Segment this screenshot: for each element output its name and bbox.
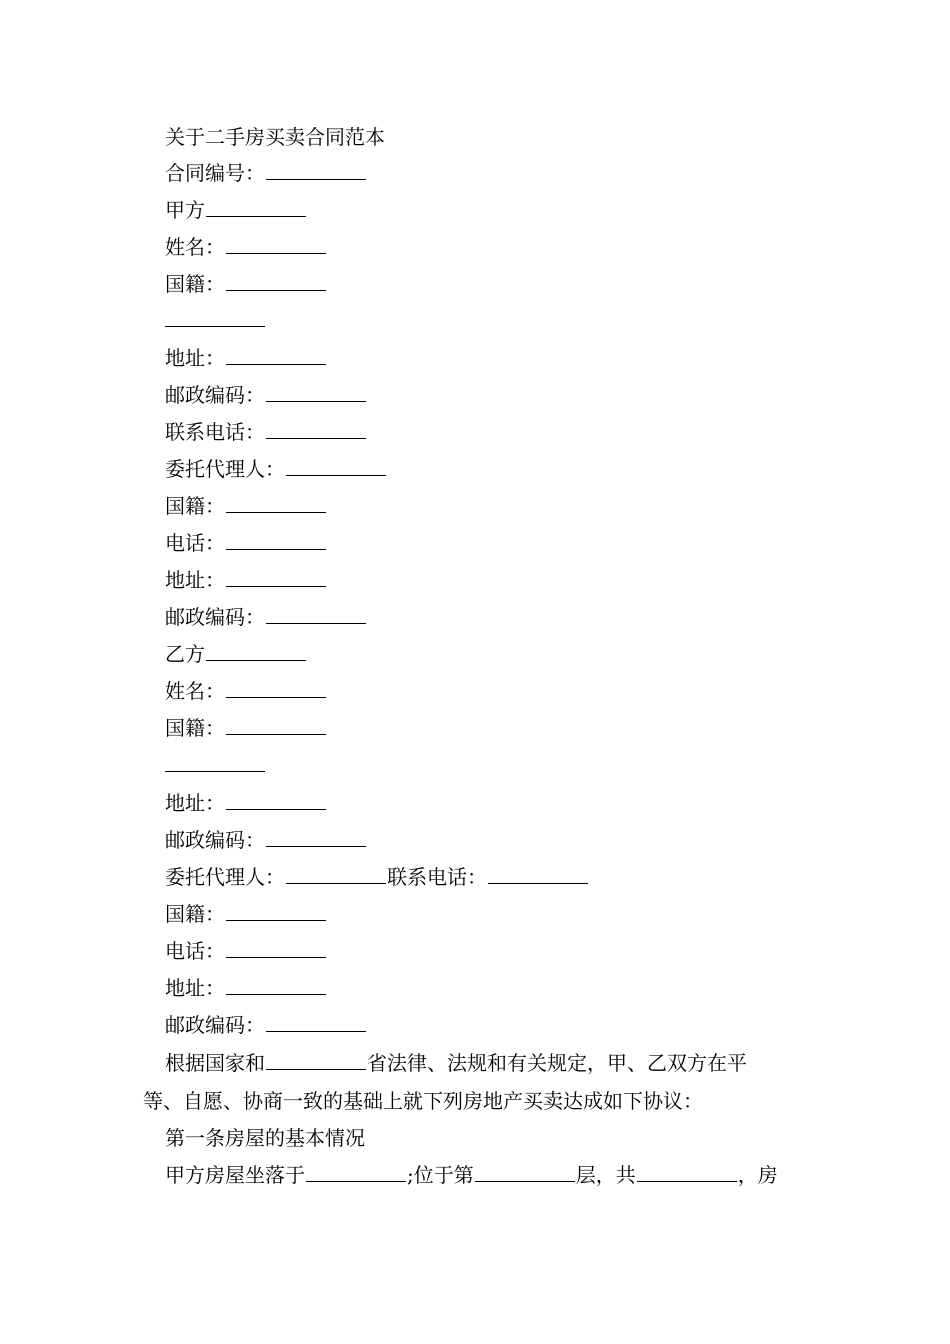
party-a-name-label: 姓名： — [165, 235, 225, 259]
party-b-heading — [165, 641, 307, 667]
party-a-agent-nationality-row — [165, 493, 327, 519]
party-a-agent-postcode-label: 邮政编码： — [165, 605, 265, 629]
party-a-agent-blank — [286, 457, 386, 476]
article-1-part3: 层，共 — [575, 1163, 636, 1187]
preamble-part1: 根据国家和 — [165, 1051, 265, 1075]
party-a-nationality-row — [165, 271, 327, 297]
party-a-agent-nationality-blank — [226, 494, 326, 513]
party-b-blank — [206, 642, 306, 661]
article-1-line-1 — [165, 1162, 778, 1188]
party-b-agent-nationality-blank — [226, 902, 326, 921]
party-b-agent-label: 委托代理人： — [165, 865, 285, 889]
contract-number-row — [165, 160, 367, 186]
party-a-address-row — [165, 345, 327, 371]
party-a-agent-label: 委托代理人： — [165, 457, 285, 481]
doc-title — [165, 124, 385, 150]
party-b-postcode-blank — [266, 828, 366, 847]
party-b-phone-blank — [488, 865, 588, 884]
party-b-postcode-label: 邮政编码： — [165, 828, 265, 852]
doc-title-text: 关于二手房买卖合同范本 — [165, 125, 385, 149]
party-a-agent-address-label: 地址： — [165, 568, 225, 592]
party-b-agent-phone-label: 电话： — [165, 939, 225, 963]
contract-number-label: 合同编号： — [165, 161, 265, 185]
party-a-blank — [206, 198, 306, 217]
party-b-agent-nationality-row — [165, 901, 327, 927]
party-a-heading — [165, 197, 307, 223]
party-a-address-label: 地址： — [165, 346, 225, 370]
party-a-agent-row — [165, 456, 387, 482]
party-a-postcode-row — [165, 382, 367, 408]
party-b-agent-postcode-blank — [266, 1013, 366, 1032]
party-b-phone-label: 联系电话： — [387, 865, 487, 889]
party-a-nationality-label: 国籍： — [165, 272, 225, 296]
party-b-agent-postcode-row — [165, 1012, 367, 1038]
party-b-agent-address-blank — [226, 976, 326, 995]
party-b-name-label: 姓名： — [165, 679, 225, 703]
article-1-floor-blank — [475, 1163, 575, 1182]
preamble-line2-text: 等、自愿、协商一致的基础上就下列房地产买卖达成如下协议： — [143, 1089, 703, 1113]
party-b-agent-phone-row — [165, 938, 327, 964]
party-b-extra-blank — [165, 753, 265, 772]
preamble-province-blank — [266, 1051, 366, 1070]
party-a-agent-postcode-row — [165, 604, 367, 630]
party-b-agent-blank — [286, 865, 386, 884]
party-b-heading-label: 乙方 — [165, 642, 205, 666]
party-a-agent-address-blank — [226, 568, 326, 587]
party-b-extra-blank-row — [165, 752, 266, 778]
party-a-phone-blank — [266, 420, 366, 439]
party-a-name-blank — [226, 235, 326, 254]
party-b-agent-address-label: 地址： — [165, 976, 225, 1000]
contract-number-blank — [266, 161, 366, 180]
party-a-heading-label: 甲方 — [165, 198, 205, 222]
party-b-agent-phone-blank — [226, 939, 326, 958]
article-1-part2: ;位于第 — [407, 1163, 474, 1187]
party-a-agent-phone-blank — [226, 531, 326, 550]
party-a-phone-row — [165, 419, 367, 445]
preamble-part2: 省法律、法规和有关规定，甲、乙双方在平 — [367, 1051, 747, 1075]
article-1-total-floors-blank — [637, 1163, 737, 1182]
party-a-name-row — [165, 234, 327, 260]
party-b-address-row — [165, 790, 327, 816]
party-a-extra-blank — [165, 308, 265, 327]
party-b-nationality-label: 国籍： — [165, 716, 225, 740]
party-a-phone-label: 联系电话： — [165, 420, 265, 444]
party-b-name-blank — [226, 679, 326, 698]
party-b-address-label: 地址： — [165, 791, 225, 815]
article-1-title — [165, 1125, 365, 1151]
party-b-agent-row — [165, 864, 589, 890]
party-a-extra-blank-row — [165, 307, 266, 333]
article-1-location-blank — [306, 1163, 406, 1182]
article-1-part4: ，房 — [737, 1163, 778, 1187]
party-a-agent-address-row — [165, 567, 327, 593]
party-a-agent-phone-row — [165, 530, 327, 556]
party-a-agent-nationality-label: 国籍： — [165, 494, 225, 518]
preamble-line-2 — [143, 1088, 703, 1114]
party-b-agent-postcode-label: 邮政编码： — [165, 1013, 265, 1037]
article-1-title-text: 第一条房屋的基本情况 — [165, 1126, 365, 1150]
party-a-postcode-label: 邮政编码： — [165, 383, 265, 407]
party-b-agent-nationality-label: 国籍： — [165, 902, 225, 926]
party-a-postcode-blank — [266, 383, 366, 402]
party-a-agent-phone-label: 电话： — [165, 531, 225, 555]
party-b-address-blank — [226, 791, 326, 810]
party-b-name-row — [165, 678, 327, 704]
party-b-nationality-row — [165, 715, 327, 741]
party-b-nationality-blank — [226, 716, 326, 735]
party-a-nationality-blank — [226, 272, 326, 291]
party-b-postcode-row — [165, 827, 367, 853]
article-1-part1: 甲方房屋坐落于 — [165, 1163, 305, 1187]
preamble-line-1 — [165, 1050, 747, 1076]
party-a-agent-postcode-blank — [266, 605, 366, 624]
party-b-agent-address-row — [165, 975, 327, 1001]
party-a-address-blank — [226, 346, 326, 365]
